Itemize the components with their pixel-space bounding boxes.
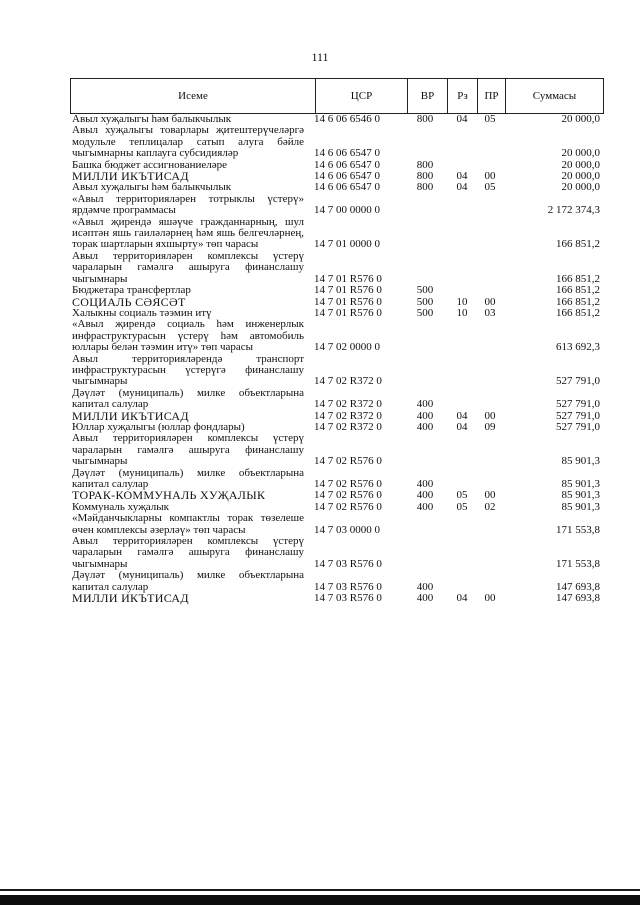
table-row	[70, 468, 604, 491]
row-sum: 20 000,0	[561, 158, 600, 171]
row-vr: 500	[416, 306, 434, 319]
row-name: Авыл территорияләрен комплексы үстерү чараларын гамәлгә ашыруга финанслашу чыгымнары	[72, 432, 304, 468]
row-pr: 03	[484, 306, 496, 319]
table-row	[70, 593, 604, 604]
row-rz: 04	[456, 181, 468, 194]
table-row	[70, 125, 604, 159]
row-csr: 14 7 03 R576 0	[314, 557, 382, 570]
row-pr: 00	[484, 592, 496, 605]
row-sum: 527 791,0	[556, 409, 600, 422]
row-name: Авыл хуҗалыгы һәм балыкчылык	[72, 181, 232, 194]
row-name: Авыл территорияләрен комплексы үстерү чараларын гамәлгә ашыруга финанслашу чыгымнары	[72, 535, 304, 570]
row-csr: 14 6 06 6547 0	[314, 147, 380, 160]
row-csr: 14 7 03 0000 0	[314, 523, 380, 536]
header-csr: ЦСР	[315, 79, 407, 113]
row-sum: 20 000,0	[561, 113, 600, 125]
row-pr: 00	[484, 409, 496, 422]
row-pr: 09	[484, 420, 496, 433]
row-rz: 04	[456, 113, 468, 125]
header-pr: ПР	[477, 79, 505, 113]
row-rz: 10	[456, 306, 468, 319]
row-name: СОЦИАЛЬ СӘЯСӘТ	[72, 294, 186, 309]
row-csr: 14 7 00 0000 0	[314, 204, 380, 217]
row-vr: 400	[416, 592, 434, 605]
row-sum: 20 000,0	[561, 170, 600, 183]
row-pr: 02	[484, 500, 496, 513]
table-row	[70, 319, 604, 353]
table-row	[70, 251, 604, 285]
row-name: Дәүләт (муниципаль) милке объектларына капитал салулар	[72, 466, 304, 490]
row-sum: 166 851,2	[556, 238, 600, 251]
row-name: МИЛЛИ ИКЪТИСАД	[72, 408, 189, 423]
row-rz: 04	[456, 420, 468, 433]
table-row	[70, 217, 604, 251]
table-body	[70, 114, 604, 604]
row-csr: 14 7 01 R576 0	[314, 295, 382, 308]
row-vr: 500	[416, 284, 434, 297]
row-pr: 00	[484, 170, 496, 183]
row-sum: 85 901,3	[561, 500, 600, 513]
row-vr: 400	[416, 580, 434, 593]
row-name: «Авыл территорияләрен тотрыклы үстерү» ярдәмче программасы	[72, 192, 304, 217]
row-vr: 800	[416, 158, 434, 171]
row-sum: 20 000,0	[561, 181, 600, 194]
row-sum: 147 693,8	[556, 592, 600, 605]
row-vr: 800	[416, 170, 434, 183]
table-row	[70, 513, 604, 536]
row-csr: 14 7 01 0000 0	[314, 238, 380, 251]
row-sum: 166 851,2	[556, 272, 600, 285]
row-name: «Мәйданчыкларны компактлы торак төзелеше өчен комплексы әзерләү» төп чарасы	[72, 512, 304, 536]
table-row	[70, 354, 604, 388]
row-csr: 14 6 06 6547 0	[314, 170, 380, 183]
table-header	[70, 78, 604, 114]
row-vr: 400	[416, 478, 434, 490]
row-csr: 14 6 06 6547 0	[314, 181, 380, 194]
row-sum: 527 791,0	[556, 398, 600, 411]
row-name: Дәүләт (муниципаль) милке объектларына капитал салулар	[72, 386, 304, 411]
row-sum: 166 851,2	[556, 295, 600, 308]
row-csr: 14 7 01 R576 0	[314, 272, 382, 285]
row-vr: 400	[416, 489, 434, 502]
header-rz: Рз	[447, 79, 477, 113]
row-sum: 171 553,8	[556, 557, 600, 570]
row-rz: 05	[456, 500, 468, 513]
table-row	[70, 570, 604, 593]
table-row	[70, 388, 604, 411]
row-sum: 527 791,0	[556, 375, 600, 388]
row-name: Дәүләт (муниципаль) милке объектларына капитал салулар	[72, 569, 304, 593]
row-name: Авыл территорияләрен комплексы үстерү чараларын гамәлгә ашыруга финанслашу чыгымнары	[72, 249, 304, 285]
row-rz: 05	[456, 489, 468, 502]
row-vr: 400	[416, 409, 434, 422]
row-name: «Авыл җирендә социаль һәм инженерлык инфраструктурасын үстерү һәм автомобиль юллары белән тәэмин итү» төп чарасы	[72, 318, 304, 354]
row-csr: 14 7 03 R576 0	[314, 580, 382, 593]
page-number: 111	[311, 50, 329, 64]
row-sum: 20 000,0	[561, 147, 600, 160]
row-rz: 04	[456, 592, 468, 605]
row-rz: 10	[456, 295, 468, 308]
table-row	[70, 433, 604, 467]
row-vr: 800	[416, 181, 434, 194]
row-csr: 14 6 06 6546 0	[314, 113, 380, 125]
row-sum: 527 791,0	[556, 420, 600, 433]
row-sum: 166 851,2	[556, 284, 600, 297]
row-pr: 05	[484, 113, 496, 125]
row-rz: 04	[456, 409, 468, 422]
row-csr: 14 7 02 0000 0	[314, 341, 380, 354]
row-vr: 500	[416, 295, 434, 308]
row-pr: 00	[484, 295, 496, 308]
table-row	[70, 536, 604, 570]
row-csr: 14 7 02 R372 0	[314, 398, 382, 411]
row-csr: 14 7 02 R372 0	[314, 420, 382, 433]
row-name: ТОРАК-КОММУНАЛЬ ХУҖАЛЫК	[72, 488, 266, 503]
row-csr: 14 7 03 R576 0	[314, 592, 382, 605]
row-name: Авыл хуҗалыгы товарлары җитештерүчеләргә модульле теплицалар сатып алуга бәйле чыгымнарны каплауга субсидияләр	[72, 124, 304, 160]
table-row	[70, 194, 604, 217]
row-name: Халыкны социаль тәэмин итү	[72, 306, 212, 319]
row-name: Юллар хуҗалыгы (юллар фондлары)	[72, 420, 245, 433]
row-name: Авыл хуҗалыгы һәм балыкчылык	[72, 113, 232, 125]
row-sum: 171 553,8	[556, 523, 600, 536]
bottom-edge	[0, 895, 640, 905]
row-pr: 00	[484, 489, 496, 502]
row-name: Авыл территорияләрендә транспорт инфраструктурасын үстерүгә финанслашу чыгымнары	[72, 352, 304, 388]
row-name: Бюджетара трансфертлар	[72, 284, 191, 297]
row-csr: 14 7 02 R372 0	[314, 375, 382, 388]
row-vr: 400	[416, 420, 434, 433]
row-csr: 14 6 06 6547 0	[314, 158, 380, 171]
row-csr: 14 7 02 R576 0	[314, 455, 382, 468]
header-name: Исеме	[178, 90, 208, 102]
budget-table	[70, 78, 604, 604]
row-sum: 166 851,2	[556, 306, 600, 319]
row-vr: 400	[416, 398, 434, 411]
row-vr: 400	[416, 500, 434, 513]
row-sum: 147 693,8	[556, 580, 600, 593]
row-sum: 85 901,3	[561, 455, 600, 468]
row-pr: 05	[484, 181, 496, 194]
row-sum: 85 901,3	[561, 489, 600, 502]
row-csr: 14 7 02 R372 0	[314, 409, 382, 422]
row-name: Коммуналь хуҗалык	[72, 500, 170, 513]
row-vr: 800	[416, 113, 434, 125]
row-rz: 04	[456, 170, 468, 183]
row-sum: 2 172 374,3	[547, 204, 600, 217]
header-vr: ВР	[407, 79, 447, 113]
row-name: МИЛЛИ ИКЪТИСАД	[72, 169, 189, 184]
row-csr: 14 7 02 R576 0	[314, 489, 382, 502]
row-csr: 14 7 01 R576 0	[314, 306, 382, 319]
row-name: Башка бюджет ассигнованиеләре	[72, 158, 227, 171]
bottom-divider	[0, 889, 640, 891]
row-csr: 14 7 02 R576 0	[314, 500, 382, 513]
row-csr: 14 7 02 R576 0	[314, 478, 382, 490]
row-sum: 85 901,3	[561, 478, 600, 490]
header-sum: Суммасы	[505, 79, 603, 113]
row-name: «Авыл җирендә яшәүче гражданнарның, шул исәптән яшь гаиләләрнең һәм яшь белгечләрнең, торак шартларын яхшырту» төп чарасы	[72, 215, 304, 251]
row-name: МИЛЛИ ИКЪТИСАД	[72, 591, 189, 606]
row-csr: 14 7 01 R576 0	[314, 284, 382, 297]
row-sum: 613 692,3	[556, 341, 600, 354]
